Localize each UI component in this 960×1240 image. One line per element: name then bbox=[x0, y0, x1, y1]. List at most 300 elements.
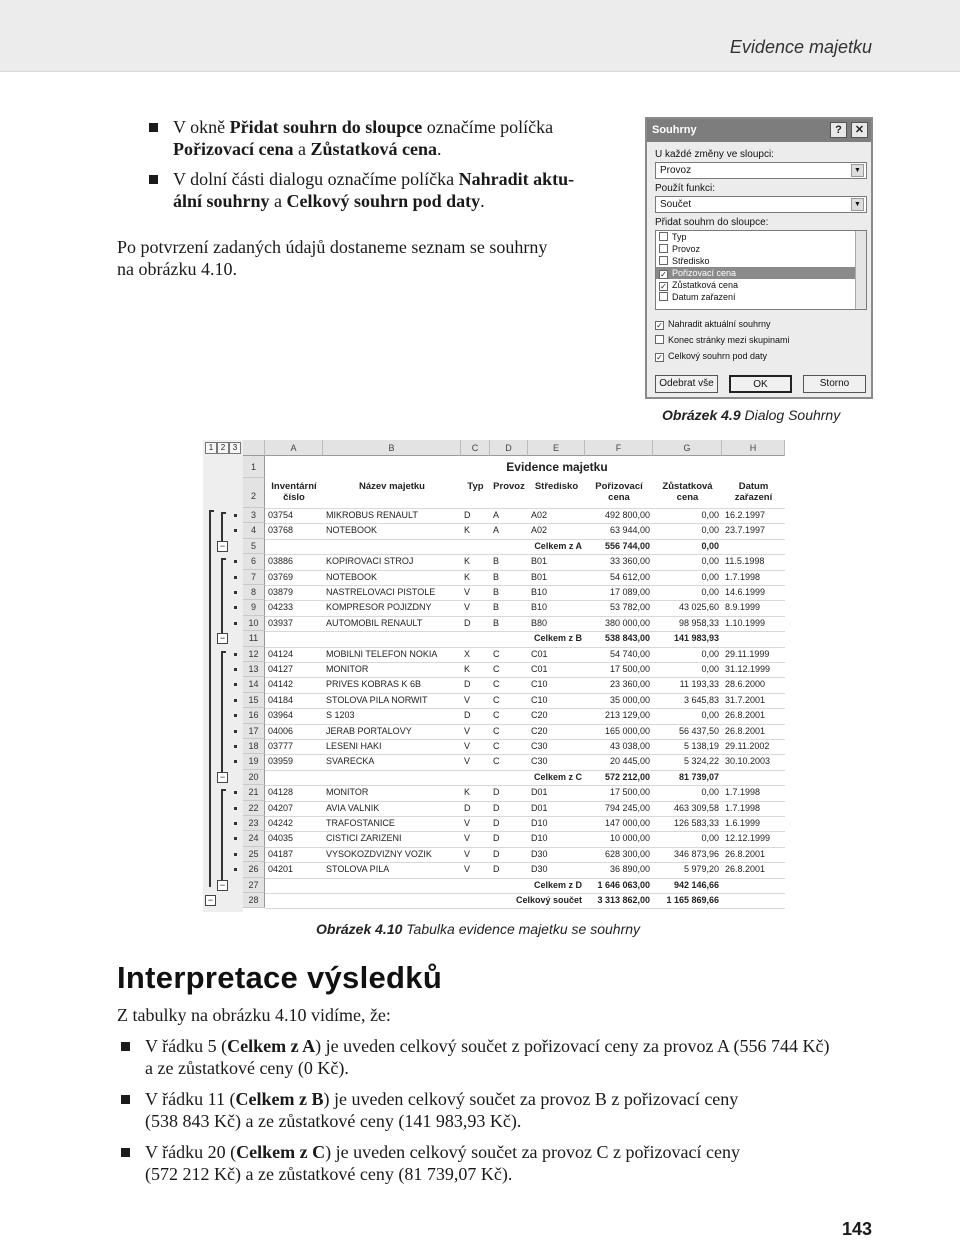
list-item[interactable]: Datum zařazení bbox=[656, 291, 866, 303]
outline-detail-dot bbox=[234, 653, 237, 656]
help-icon[interactable]: ? bbox=[830, 122, 847, 138]
cancel-button[interactable]: Storno bbox=[803, 375, 866, 393]
table-cell: D bbox=[493, 864, 500, 875]
row-header[interactable]: 26 bbox=[243, 862, 265, 877]
table-cell: 53 782,00 bbox=[609, 602, 650, 613]
table-cell: SVARECKA bbox=[326, 756, 375, 767]
select-all-corner[interactable] bbox=[243, 440, 265, 456]
table-cell: 30.10.2003 bbox=[725, 756, 771, 767]
table-cell: B bbox=[493, 571, 500, 582]
table-cell: A bbox=[493, 525, 500, 536]
outline-level-3-button[interactable]: 3 bbox=[229, 442, 241, 454]
row-header[interactable]: 12 bbox=[243, 647, 265, 662]
add-subtotal-label: Přidat souhrn do sloupce: bbox=[655, 217, 769, 228]
subtotal-cell: Celkem z A bbox=[534, 540, 582, 551]
table-cell: 26.8.2001 bbox=[725, 864, 766, 875]
table-cell: C10 bbox=[531, 679, 548, 690]
column-title: Název majetku bbox=[358, 481, 425, 492]
row-header[interactable]: 14 bbox=[243, 677, 265, 692]
table-cell: 54 612,00 bbox=[609, 571, 650, 582]
outline-group-bracket bbox=[221, 789, 226, 885]
table-cell: AVIA VALNIK bbox=[326, 802, 380, 813]
outline-detail-dot bbox=[234, 714, 237, 717]
table-cell: 11.5.1998 bbox=[725, 556, 765, 567]
function-select[interactable]: Součet ▼ bbox=[655, 196, 867, 213]
table-cell: 5 138,19 bbox=[683, 741, 719, 751]
subtotal-cell: Celkem z D bbox=[533, 879, 582, 890]
table-cell: 03754 bbox=[268, 510, 294, 520]
table-cell: STOLOVA PILA bbox=[326, 864, 390, 875]
table-cell: D bbox=[464, 510, 471, 520]
table-cell: 33 360,00 bbox=[609, 556, 650, 567]
list-item[interactable]: ✓ Zůstatková cena bbox=[660, 280, 739, 291]
outline-detail-dot bbox=[234, 822, 237, 825]
table-cell: 794 245,00 bbox=[604, 802, 650, 813]
table-cell: 11 193,33 bbox=[679, 679, 719, 690]
table-cell: 126 583,33 bbox=[673, 818, 719, 828]
row-header[interactable]: 17 bbox=[243, 724, 265, 739]
intro-bullet-2: V dolní části dialogu označíme políčka Nahradit aktu- ální souhrny a Celkový souhrn pod daty. bbox=[173, 168, 623, 212]
table-cell: C bbox=[493, 679, 500, 690]
row-header[interactable]: 19 bbox=[243, 754, 265, 769]
table-cell: A02 bbox=[531, 510, 548, 520]
table-cell: K bbox=[464, 664, 471, 674]
outline-level-1-button[interactable]: 1 bbox=[205, 442, 217, 454]
row-header[interactable]: 18 bbox=[243, 739, 265, 754]
outline-detail-dot bbox=[234, 760, 237, 763]
outline-detail-dot bbox=[234, 622, 237, 625]
table-cell: NOTEBOOK bbox=[326, 571, 378, 582]
table-cell: D bbox=[493, 848, 500, 859]
figure-caption-4-9: Obrázek 4.9 Dialog Souhrny bbox=[662, 407, 841, 423]
table-cell: D bbox=[493, 802, 500, 813]
table-cell: 0,00 bbox=[701, 710, 719, 721]
row-header[interactable]: 5 bbox=[243, 539, 265, 554]
table-cell: D30 bbox=[531, 848, 548, 859]
outline-group-bracket bbox=[221, 651, 226, 778]
table-cell: 23.7.1997 bbox=[725, 525, 766, 536]
change-column-label: U každé změny ve sloupci: bbox=[655, 149, 774, 160]
row-header[interactable]: 9 bbox=[243, 600, 265, 615]
table-cell: 28.6.2000 bbox=[725, 679, 766, 690]
table-cell: 14.6.1999 bbox=[725, 587, 766, 597]
list-item[interactable]: ✓ Pořizovací cena bbox=[656, 267, 866, 279]
row-header[interactable]: 23 bbox=[243, 816, 265, 831]
table-cell: MOBILNI TELEFON NOKIA bbox=[326, 648, 438, 659]
table-cell: 0,00 bbox=[701, 556, 719, 567]
table-cell: C bbox=[493, 664, 500, 674]
column-title: Datum zařazení bbox=[734, 481, 773, 503]
page-number: 143 bbox=[841, 1219, 872, 1239]
column-header[interactable]: A bbox=[265, 440, 323, 456]
table-cell: V bbox=[464, 587, 471, 597]
row-header[interactable]: 2 bbox=[243, 478, 265, 508]
row-header[interactable]: 25 bbox=[243, 847, 265, 862]
intro-bullet-1: V okně Přidat souhrn do sloupce označíme políčka Pořizovací cena a Zůstatková cena. bbox=[173, 116, 623, 160]
outline-detail-dot bbox=[234, 591, 237, 594]
table-cell: JERAB PORTALOVY bbox=[326, 725, 412, 736]
table-cell: C bbox=[493, 741, 500, 751]
table-cell: B10 bbox=[531, 587, 548, 597]
change-column-select[interactable]: Provoz ▼ bbox=[655, 162, 867, 179]
table-cell: V bbox=[464, 848, 471, 859]
outline-bar bbox=[203, 440, 243, 912]
table-cell: K bbox=[464, 787, 471, 798]
table-cell: 98 958,33 bbox=[678, 617, 719, 628]
column-header[interactable]: H bbox=[722, 440, 785, 456]
table-cell: D bbox=[493, 787, 500, 798]
subtotal-cell: 538 843,00 bbox=[604, 633, 650, 644]
table-cell: 1.10.1999 bbox=[725, 617, 766, 628]
subtotal-cell: 942 146,66 bbox=[673, 879, 719, 890]
table-cell: 03769 bbox=[268, 571, 294, 582]
table-cell: 380 000,00 bbox=[604, 617, 650, 628]
collapse-group-button[interactable]: − bbox=[217, 880, 228, 891]
table-cell: V bbox=[464, 741, 471, 751]
table-cell: 63 944,00 bbox=[609, 525, 650, 536]
result-bullet-1: V řádku 5 (Celkem z A) je uveden celkový součet z pořizovací ceny za provoz A (556 744 Kč) a ze zůstatkové ceny (0 Kč). bbox=[145, 1035, 875, 1079]
table-cell: B bbox=[493, 602, 500, 613]
checkbox-checked[interactable]: ✓ bbox=[660, 270, 667, 279]
table-cell: 04187 bbox=[268, 848, 294, 859]
table-cell: 03886 bbox=[268, 556, 294, 567]
table-cell: MIKROBUS RENAULT bbox=[326, 510, 418, 520]
collapse-all-button[interactable]: − bbox=[205, 895, 216, 906]
table-cell: 04233 bbox=[268, 602, 294, 613]
table-cell: C bbox=[493, 694, 500, 705]
column-header[interactable]: E bbox=[528, 440, 585, 456]
checkbox[interactable] bbox=[659, 256, 668, 265]
checkbox-checked[interactable]: ✓ bbox=[656, 321, 663, 330]
table-cell: KOMPRESOR POJIZDNY bbox=[326, 602, 432, 613]
table-cell: 04184 bbox=[268, 694, 294, 705]
table-cell: D bbox=[493, 818, 500, 828]
table-cell: 03879 bbox=[268, 587, 294, 597]
page-break-checkbox[interactable]: Konec stránky mezi skupinami bbox=[655, 335, 790, 345]
collapse-group-button[interactable]: − bbox=[217, 541, 228, 552]
outline-detail-dot bbox=[234, 529, 237, 532]
list-item[interactable]: Typ bbox=[656, 231, 866, 243]
table-cell: 0,00 bbox=[701, 587, 719, 597]
table-cell: 1.7.1998 bbox=[725, 787, 761, 798]
table-cell: V bbox=[464, 725, 471, 736]
table-cell: B01 bbox=[531, 556, 548, 567]
table-cell: C bbox=[493, 756, 500, 767]
table-cell: 03777 bbox=[268, 741, 294, 751]
subtotal-cell: 81 739,07 bbox=[678, 771, 719, 782]
result-bullet-3: V řádku 20 (Celkem z C) je uveden celkový součet za provoz C z pořizovací ceny (572 212 Kč) a ze zůstatkové ceny (81 739,07 Kč). bbox=[145, 1141, 875, 1185]
table-cell: C20 bbox=[531, 710, 548, 721]
table-cell: B bbox=[493, 556, 500, 567]
close-icon[interactable]: ✕ bbox=[851, 122, 868, 138]
table-cell: 165 000,00 bbox=[604, 725, 650, 736]
add-subtotal-list[interactable] bbox=[655, 230, 867, 310]
table-cell: B10 bbox=[531, 602, 548, 613]
checkbox[interactable] bbox=[655, 335, 664, 344]
column-header[interactable]: C bbox=[461, 440, 490, 456]
checkbox[interactable] bbox=[659, 232, 668, 241]
table-cell: 10 000,00 bbox=[609, 833, 650, 844]
outline-detail-dot bbox=[234, 668, 237, 671]
subtotals-dialog bbox=[645, 117, 873, 399]
subtotal-cell: 1 165 869,66 bbox=[666, 895, 719, 905]
table-cell: 463 309,58 bbox=[673, 802, 719, 813]
row-header[interactable]: 4 bbox=[243, 523, 265, 538]
table-cell: 0,00 bbox=[701, 833, 719, 844]
column-header[interactable]: F bbox=[585, 440, 653, 456]
list-item[interactable]: Středisko bbox=[656, 255, 866, 267]
running-header bbox=[0, 0, 960, 72]
table-cell: 492 800,00 bbox=[604, 510, 650, 520]
row-header[interactable]: 20 bbox=[243, 770, 265, 785]
table-cell: 04006 bbox=[268, 725, 294, 736]
table-cell: 0,00 bbox=[701, 571, 719, 582]
table-cell: 17 500,00 bbox=[609, 664, 650, 674]
table-cell: C20 bbox=[531, 725, 548, 736]
table-cell: STOLOVA PILA NORWIT bbox=[326, 694, 428, 705]
column-header[interactable]: G bbox=[653, 440, 722, 456]
table-cell: MONITOR bbox=[326, 664, 369, 674]
table-cell: B80 bbox=[531, 617, 548, 628]
ok-button[interactable]: OK bbox=[729, 375, 792, 393]
table-cell: CISTICI ZARIZENI bbox=[326, 833, 402, 844]
subtotal-cell: Celkem z C bbox=[533, 771, 582, 782]
outline-level-2-button[interactable]: 2 bbox=[217, 442, 229, 454]
table-cell: 03937 bbox=[268, 617, 294, 628]
dialog-title: Souhrny bbox=[652, 124, 697, 136]
table-cell: 0,00 bbox=[701, 787, 719, 798]
function-label: Použít funkci: bbox=[655, 183, 716, 194]
outline-detail-dot bbox=[234, 576, 237, 579]
table-cell: C bbox=[493, 725, 500, 736]
checkbox-checked[interactable]: ✓ bbox=[656, 353, 663, 362]
outline-detail-dot bbox=[234, 868, 237, 871]
table-cell: A bbox=[493, 510, 500, 520]
subtotal-cell: Celkem z B bbox=[533, 633, 582, 644]
table-cell: D30 bbox=[531, 864, 548, 875]
column-header[interactable]: B bbox=[323, 440, 461, 456]
table-cell: V bbox=[464, 818, 471, 828]
subtotal-cell: 556 744,00 bbox=[604, 540, 650, 551]
spreadsheet bbox=[203, 440, 785, 912]
table-cell: 3 645,83 bbox=[683, 694, 719, 705]
table-cell: 17 089,00 bbox=[609, 587, 650, 597]
table-cell: 04128 bbox=[268, 787, 294, 798]
bullet-square-icon bbox=[121, 1148, 130, 1157]
collapse-group-button[interactable]: − bbox=[217, 772, 228, 783]
table-cell: 03964 bbox=[268, 710, 294, 721]
row-header[interactable]: 7 bbox=[243, 570, 265, 585]
checkbox-checked[interactable]: ✓ bbox=[660, 282, 667, 291]
subtotal-cell: 572 212,00 bbox=[604, 771, 650, 782]
table-cell: 0,00 bbox=[701, 648, 719, 659]
running-header-title: Evidence majetku bbox=[729, 37, 872, 57]
table-cell: C bbox=[493, 648, 500, 659]
table-cell: TRAFOSTANICE bbox=[326, 818, 395, 828]
replace-current-checkbox[interactable]: ✓ Nahradit aktuální souhrny bbox=[656, 319, 771, 330]
table-cell: B bbox=[493, 617, 500, 628]
table-cell: 26.8.2001 bbox=[725, 725, 766, 736]
column-header[interactable]: D bbox=[490, 440, 528, 456]
table-cell: 04127 bbox=[268, 664, 294, 674]
table-cell: C30 bbox=[531, 741, 548, 751]
table-cell: AUTOMOBIL RENAULT bbox=[326, 617, 423, 628]
table-cell: V bbox=[464, 602, 471, 613]
table-cell: D10 bbox=[531, 833, 548, 844]
table-cell: PRIVES KOBRAS K 6B bbox=[326, 679, 422, 690]
table-cell: K bbox=[464, 556, 471, 567]
table-cell: 0,00 bbox=[701, 510, 719, 520]
figure-caption-4-10: Obrázek 4.10 Tabulka evidence majetku se souhrny bbox=[316, 921, 641, 937]
summary-below-checkbox[interactable]: ✓ Celkový souhrn pod daty bbox=[656, 351, 768, 362]
table-cell: 31.12.1999 bbox=[725, 664, 771, 674]
row-header[interactable]: 1 bbox=[243, 456, 265, 478]
table-cell: 03959 bbox=[268, 756, 294, 767]
outline-detail-dot bbox=[234, 853, 237, 856]
outline-detail-dot bbox=[234, 514, 237, 517]
table-cell: KOPIROVACI STROJ bbox=[326, 556, 414, 567]
table-cell: 36 890,00 bbox=[609, 864, 650, 875]
outline-detail-dot bbox=[234, 730, 237, 733]
table-cell: 56 437,50 bbox=[678, 725, 719, 736]
table-cell: 23 360,00 bbox=[609, 679, 650, 690]
table-cell: C10 bbox=[531, 694, 548, 705]
list-item[interactable]: Provoz bbox=[656, 243, 866, 255]
row-header[interactable]: 22 bbox=[243, 801, 265, 816]
subtotal-cell: 1 646 063,00 bbox=[597, 879, 650, 890]
table-cell: D01 bbox=[531, 802, 548, 813]
table-cell: 35 000,00 bbox=[609, 694, 650, 705]
table-cell: D bbox=[464, 617, 471, 628]
row-header[interactable]: 11 bbox=[243, 631, 265, 646]
checkbox[interactable] bbox=[659, 292, 668, 301]
outline-group-bracket bbox=[221, 558, 226, 639]
table-cell: B01 bbox=[531, 571, 548, 582]
table-cell: 0,00 bbox=[701, 525, 719, 536]
outline-detail-dot bbox=[234, 745, 237, 748]
subtotal-cell: Celkový součet bbox=[515, 895, 582, 905]
table-cell: K bbox=[464, 525, 471, 536]
outline-detail-dot bbox=[234, 791, 237, 794]
table-cell: 8.9.1999 bbox=[725, 602, 761, 613]
table-cell: NOTEBOOK bbox=[326, 525, 378, 536]
row-header[interactable]: 3 bbox=[243, 508, 265, 523]
table-cell: 54 740,00 bbox=[609, 648, 650, 659]
table-cell: LESENI HAKI bbox=[326, 741, 382, 751]
row-header[interactable]: 27 bbox=[243, 878, 265, 893]
table-cell: 04035 bbox=[268, 833, 294, 844]
row-header[interactable]: 28 bbox=[243, 893, 265, 908]
table-cell: 16.2.1997 bbox=[725, 510, 766, 520]
subtotal-cell: 141 983,93 bbox=[673, 633, 719, 644]
row-header[interactable]: 13 bbox=[243, 662, 265, 677]
table-cell: 20 445,00 bbox=[609, 756, 650, 767]
row-header[interactable]: 21 bbox=[243, 785, 265, 800]
table-cell: 1.7.1998 bbox=[725, 571, 761, 582]
bullet-square-icon bbox=[149, 123, 158, 132]
table-cell: 5 979,20 bbox=[683, 864, 719, 875]
result-bullet-2: V řádku 11 (Celkem z B) je uveden celkový součet za provoz B z pořizovací ceny (538 843 Kč) a ze zůstatkové ceny (141 983,93 Kč). bbox=[145, 1088, 875, 1132]
table-cell: D bbox=[464, 710, 471, 721]
remove-all-button[interactable]: Odebrat vše bbox=[655, 375, 718, 393]
outline-outer-bracket bbox=[209, 510, 214, 887]
table-cell: V bbox=[464, 833, 471, 844]
table-cell: 04242 bbox=[268, 818, 294, 828]
table-cell: 628 300,00 bbox=[604, 848, 650, 859]
bullet-square-icon bbox=[149, 175, 158, 184]
table-cell: VYSOKOZDVIZNY VOZIK bbox=[326, 848, 432, 859]
table-cell: D10 bbox=[531, 818, 548, 828]
table-cell: D bbox=[493, 833, 500, 844]
table-cell: 26.8.2001 bbox=[725, 848, 766, 859]
table-cell: D bbox=[464, 802, 471, 813]
table-cell: MONITOR bbox=[326, 787, 369, 798]
list-scrollbar[interactable] bbox=[855, 231, 866, 309]
outline-detail-dot bbox=[234, 699, 237, 702]
row-header[interactable]: 16 bbox=[243, 708, 265, 723]
section-lead: Z tabulky na obrázku 4.10 vidíme, že: bbox=[117, 1005, 391, 1025]
column-title: Středisko bbox=[534, 481, 579, 492]
table-cell: 26.8.2001 bbox=[725, 710, 766, 721]
table-cell: V bbox=[464, 864, 471, 875]
table-cell: X bbox=[464, 648, 471, 659]
outline-detail-dot bbox=[234, 807, 237, 810]
table-cell: K bbox=[464, 571, 471, 582]
column-title: Inventární číslo bbox=[271, 481, 317, 503]
row-header[interactable]: 24 bbox=[243, 831, 265, 846]
row-header[interactable]: 8 bbox=[243, 585, 265, 600]
table-cell: C01 bbox=[531, 648, 548, 659]
subtotal-cell: 0,00 bbox=[701, 540, 719, 551]
outline-detail-dot bbox=[234, 683, 237, 686]
table-cell: 1.7.1998 bbox=[725, 802, 761, 813]
row-header[interactable]: 6 bbox=[243, 554, 265, 569]
row-header[interactable]: 10 bbox=[243, 616, 265, 631]
table-cell: 31.7.2001 bbox=[725, 694, 766, 705]
row-header[interactable]: 15 bbox=[243, 693, 265, 708]
table-cell: C30 bbox=[531, 756, 548, 767]
table-cell: 17 500,00 bbox=[609, 787, 650, 798]
dialog-titlebar bbox=[647, 119, 871, 142]
checkbox[interactable] bbox=[659, 244, 668, 253]
table-cell: C bbox=[493, 710, 500, 721]
table-cell: 12.12.1999 bbox=[725, 833, 771, 844]
table-cell: 04201 bbox=[268, 864, 294, 875]
column-title: Provoz bbox=[493, 481, 525, 492]
table-cell: A02 bbox=[531, 525, 548, 536]
chevron-down-icon: ▼ bbox=[851, 164, 864, 177]
table-cell: 03768 bbox=[268, 525, 294, 536]
table-cell: 29.11.1999 bbox=[725, 648, 770, 659]
section-heading: Interpretace výsledků bbox=[117, 960, 443, 995]
column-title: Zůstatková cena bbox=[662, 481, 713, 503]
table-cell: C01 bbox=[531, 664, 548, 674]
outline-detail-dot bbox=[234, 560, 237, 563]
table-cell: 43 038,00 bbox=[609, 741, 650, 751]
chevron-down-icon: ▼ bbox=[851, 198, 864, 211]
table-cell: D bbox=[464, 679, 471, 690]
gridline bbox=[265, 908, 785, 909]
column-title: Typ bbox=[467, 481, 484, 492]
table-cell: 213 129,00 bbox=[604, 710, 650, 721]
table-cell: 0,00 bbox=[701, 664, 719, 674]
collapse-group-button[interactable]: − bbox=[217, 633, 228, 644]
table-cell: 346 873,96 bbox=[673, 848, 719, 859]
table-cell: B bbox=[493, 587, 500, 597]
table-cell: V bbox=[464, 756, 471, 767]
column-title: Pořizovací cena bbox=[595, 481, 643, 503]
table-cell: 43 025,60 bbox=[678, 602, 719, 613]
